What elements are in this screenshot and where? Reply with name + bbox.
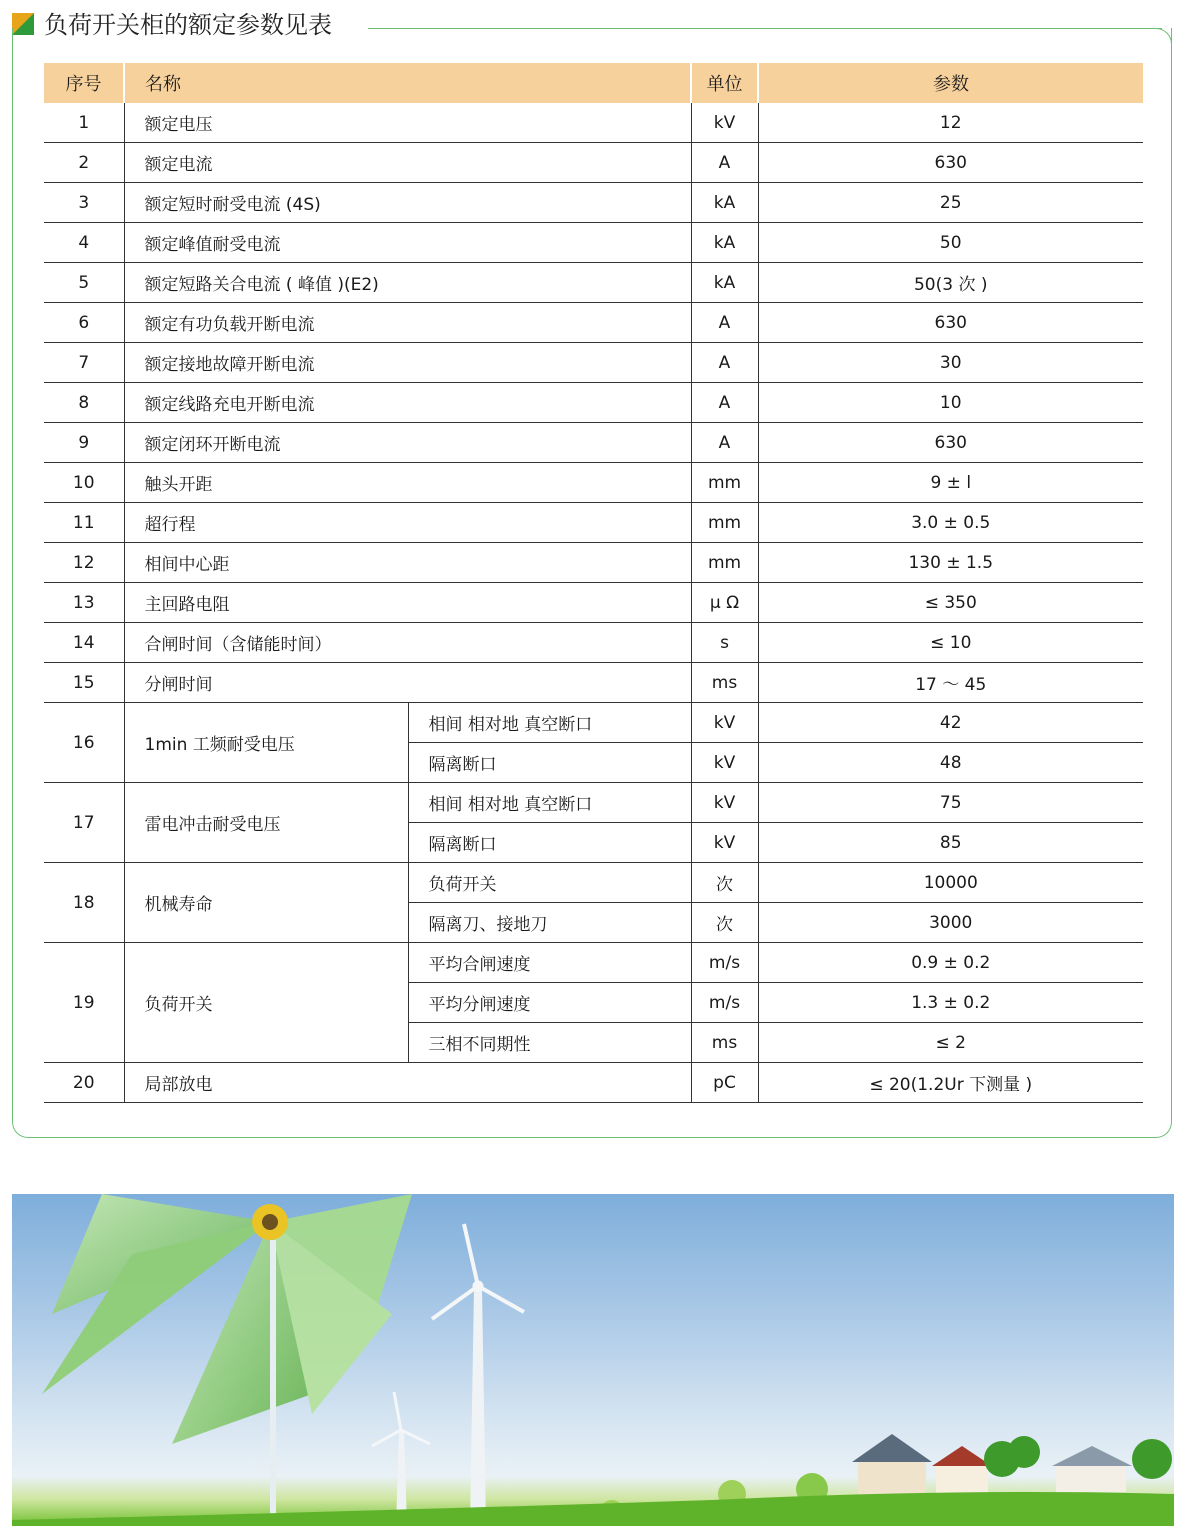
table-row [44,543,1143,583]
row-number: 20 [44,1063,124,1103]
grass-field [12,1492,1174,1526]
row-value: 12 [758,103,1143,143]
table-row [44,423,1143,463]
header-value: 参数 [758,63,1143,103]
row-subitem: 相间 相对地 真空断口 [408,783,691,823]
row-value: 50 [758,223,1143,263]
row-value: 630 [758,303,1143,343]
row-name: 额定接地故障开断电流 [124,343,691,383]
row-name: 额定闭环开断电流 [124,423,691,463]
row-unit: kV [691,823,758,863]
table-row [44,383,1143,423]
table-row [44,783,1143,823]
row-unit: kV [691,783,758,823]
table-row [44,703,1143,743]
row-name: 局部放电 [124,1063,691,1103]
table-row [44,943,1143,983]
row-value: 48 [758,743,1143,783]
row-subitem: 隔离断口 [408,743,691,783]
row-number: 12 [44,543,124,583]
wind-turbine-large-icon [432,1224,524,1526]
row-number: 11 [44,503,124,543]
row-value: 9 ± l [758,463,1143,503]
table-row [44,663,1143,703]
row-value: 130 ± 1.5 [758,543,1143,583]
table-row [44,143,1143,183]
table-row [44,583,1143,623]
table-row [44,263,1143,303]
row-value: ≤ 10 [758,623,1143,663]
row-unit: pC [691,1063,758,1103]
pinwheel-icon [42,1194,412,1444]
row-number: 10 [44,463,124,503]
row-number: 7 [44,343,124,383]
row-unit: mm [691,543,758,583]
row-value: 630 [758,423,1143,463]
row-name: 额定短时耐受电流 (4S) [124,183,691,223]
row-unit: m/s [691,943,758,983]
row-unit: A [691,303,758,343]
row-unit: mm [691,463,758,503]
row-subitem: 平均合闸速度 [408,943,691,983]
row-number: 2 [44,143,124,183]
row-value: 75 [758,783,1143,823]
row-value: 25 [758,183,1143,223]
table-row [44,1063,1143,1103]
row-number: 16 [44,703,124,783]
row-unit: ms [691,663,758,703]
row-number: 4 [44,223,124,263]
row-name: 相间中心距 [124,543,691,583]
row-number: 9 [44,423,124,463]
row-name: 额定电压 [124,103,691,143]
row-subitem: 相间 相对地 真空断口 [408,703,691,743]
row-unit: 次 [691,903,758,943]
row-subitem: 三相不同期性 [408,1023,691,1063]
row-unit: s [691,623,758,663]
row-value: 30 [758,343,1143,383]
row-unit: μ Ω [691,583,758,623]
table-row [44,303,1143,343]
row-value: 3.0 ± 0.5 [758,503,1143,543]
table-row [44,623,1143,663]
row-number: 17 [44,783,124,863]
row-unit: kV [691,103,758,143]
row-unit: kV [691,703,758,743]
parameters-table [44,63,1143,1103]
row-unit: A [691,143,758,183]
row-unit: kV [691,743,758,783]
row-value: 3000 [758,903,1143,943]
row-subitem: 隔离刀、接地刀 [408,903,691,943]
row-value: ≤ 350 [758,583,1143,623]
row-unit: mm [691,503,758,543]
row-name: 分闸时间 [124,663,691,703]
row-name: 超行程 [124,503,691,543]
row-name: 额定电流 [124,143,691,183]
row-value: 17 ～ 45 [758,663,1143,703]
table-row [44,343,1143,383]
row-number: 8 [44,383,124,423]
row-unit: ms [691,1023,758,1063]
row-name: 触头开距 [124,463,691,503]
table-row [44,463,1143,503]
row-name: 雷电冲击耐受电压 [124,783,408,863]
wind-turbine-small-icon [372,1392,430,1526]
row-name: 合闸时间（含储能时间） [124,623,691,663]
row-number: 1 [44,103,124,143]
row-value: 0.9 ± 0.2 [758,943,1143,983]
row-value: 50(3 次 ) [758,263,1143,303]
row-number: 18 [44,863,124,943]
table-row [44,223,1143,263]
row-value: ≤ 2 [758,1023,1143,1063]
row-name: 负荷开关 [124,943,408,1063]
row-number: 6 [44,303,124,343]
row-number: 5 [44,263,124,303]
row-subitem: 平均分闸速度 [408,983,691,1023]
table-row [44,863,1143,903]
row-name: 主回路电阻 [124,583,691,623]
row-value: 1.3 ± 0.2 [758,983,1143,1023]
row-unit: m/s [691,983,758,1023]
row-name: 机械寿命 [124,863,408,943]
panel-top-border [368,28,1162,29]
table-row [44,503,1143,543]
banner-illustration [12,1194,1174,1526]
row-value: 10 [758,383,1143,423]
row-value: 10000 [758,863,1143,903]
row-value: 42 [758,703,1143,743]
row-unit: kA [691,183,758,223]
row-name: 额定短路关合电流 ( 峰值 )(E2) [124,263,691,303]
row-unit: 次 [691,863,758,903]
row-number: 19 [44,943,124,1063]
row-subitem: 隔离断口 [408,823,691,863]
row-unit: A [691,383,758,423]
table-row [44,103,1143,143]
header-unit: 单位 [691,63,758,103]
table-header-row [44,63,1143,103]
header-no: 序号 [44,63,124,103]
row-name: 1min 工频耐受电压 [124,703,408,783]
row-name: 额定有功负载开断电流 [124,303,691,343]
row-value: 85 [758,823,1143,863]
row-subitem: 负荷开关 [408,863,691,903]
table-row [44,183,1143,223]
row-unit: kA [691,223,758,263]
row-value: ≤ 20(1.2Ur 下测量 ) [758,1063,1143,1103]
row-value: 630 [758,143,1143,183]
row-name: 额定线路充电开断电流 [124,383,691,423]
pinwheel-stick [270,1240,276,1526]
row-number: 14 [44,623,124,663]
row-number: 3 [44,183,124,223]
row-name: 额定峰值耐受电流 [124,223,691,263]
row-unit: A [691,343,758,383]
green-energy-banner [12,1194,1174,1526]
row-number: 13 [44,583,124,623]
page-title: 负荷开关柜的额定参数见表 [44,11,332,39]
header-name: 名称 [124,63,691,103]
row-unit: A [691,423,758,463]
row-number: 15 [44,663,124,703]
row-unit: kA [691,263,758,303]
